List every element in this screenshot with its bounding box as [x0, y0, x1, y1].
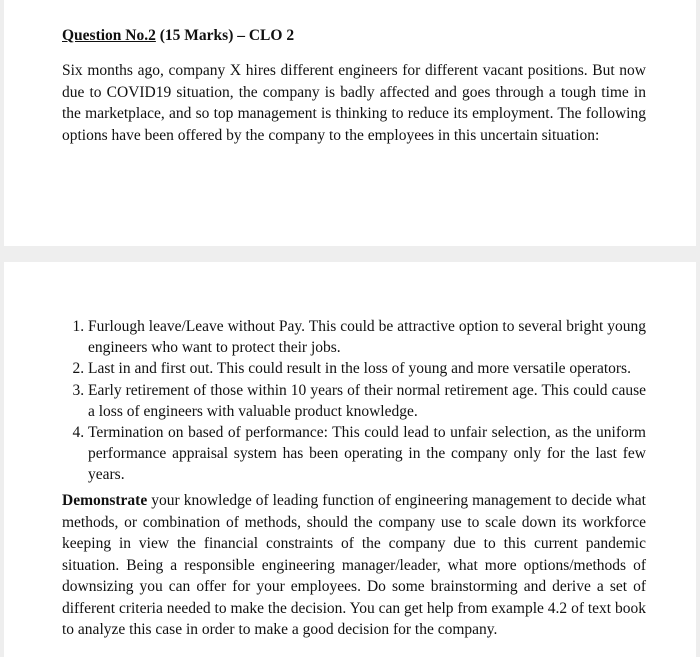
option-item: 3. Early retirement of those within 10 years of their normal retirement age. This could cause a loss of engineers with valuable product knowledge. [88, 380, 646, 422]
document-page-bottom [4, 262, 696, 657]
question-number: Question No.2 [62, 27, 156, 44]
option-item: 4. Termination on based of performance: This could lead to unfair selection, as the uniform performance appraisal system has been operating in the company only for the last few years. [88, 422, 646, 486]
question-heading [62, 27, 294, 45]
option-item: 1. Furlough leave/Leave without Pay. This could be attractive option to several bright young engineers who want to protect their jobs. [88, 316, 646, 358]
options-list [62, 316, 646, 486]
intro-paragraph: Six months ago, company X hires different engineers for different vacant positions. But now due to COVID19 situation, the company is badly affected and goes through a tough time in the marketplace, and so top management is thinking to reduce its employment. The following options have been offered by the company to the employees in this uncertain situation: [62, 62, 646, 144]
task-paragraph [62, 490, 646, 641]
document-page-top [4, 0, 696, 246]
question-marks: (15 Marks) – CLO 2 [159, 27, 295, 44]
option-item: 2. Last in and first out. This could result in the loss of young and more versatile operators. [88, 358, 646, 379]
task-body: your knowledge of leading function of engineering management to decide what methods, or combination of methods, should the company use to scale down its workforce keeping in view the financial constraints of the company due to this current pandemic situation. Being a responsible engineering manager/leader, what more options/methods of downsizing you can offer for your employees. Do some brainstorming and derive a set of different criteria needed to make the decision. You can get help from example 4.2 of text book to analyze this case in order to make a good decision for the company. [62, 492, 646, 638]
task-lead-word: Demonstrate [62, 492, 148, 509]
